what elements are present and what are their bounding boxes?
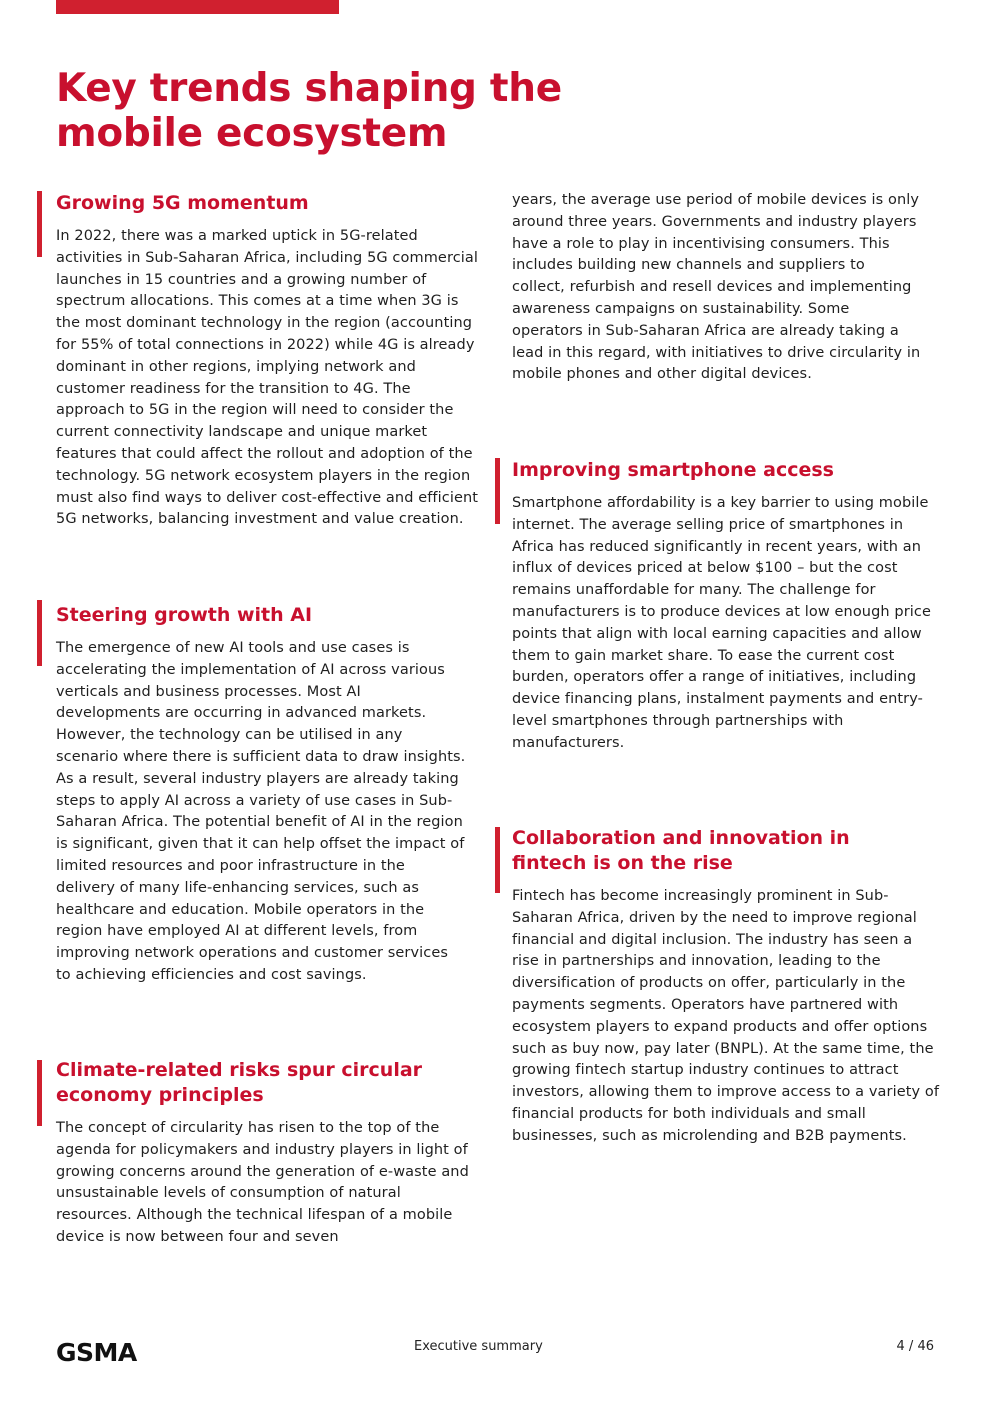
section-body: Fintech has become increasingly prominent in Sub-Saharan Africa, driven by the need to improve regional financial and digital inclusion. The industry has seen a rise in partnerships and innovation, leading to the diversification of products on offer, particularly in the payments segments. Operators have partnered with ecosystem players to expand products and offer options such as buy now, pay later (BNPL). At the same time, the growing fintech startup industry continues to attract investors, allowing them to improve access to a variety of financial products for both individuals and small businesses, such as microlending and B2B payments.	[512, 888, 940, 1144]
section-smartphone-access	[512, 458, 936, 755]
section-heading: Climate-related risks spur circular economy principles	[56, 1059, 423, 1106]
section-body-continued: years, the average use period of mobile devices is only around three years. Governments and industry players have a role to play in incentivising consumers. This includes building new channels and suppliers to collect, refurbish and resell devices and implementing awareness campaigns on sustainability. Some operators in Sub-Saharan Africa are already taking a lead in this regard, with initiatives to drive circularity in mobile phones and other digital devices.	[512, 192, 921, 383]
section-accent-bar	[37, 191, 42, 257]
section-growth-ai	[56, 603, 466, 987]
section-body: The concept of circularity has risen to the top of the agenda for policymakers and industry players in light of growing concerns around the generation of e-waste and unsustainable levels of consumption of natural resources. Although the technical lifespan of a mobile device is now between four and seven	[56, 1120, 469, 1245]
gsma-logo: GSMA	[56, 1338, 137, 1367]
section-circular-economy-continued	[512, 190, 922, 386]
section-circular-economy	[56, 1058, 474, 1249]
section-accent-bar	[495, 827, 500, 893]
section-heading: Steering growth with AI	[56, 604, 313, 626]
section-accent-bar	[37, 1060, 42, 1126]
section-accent-bar	[37, 600, 42, 666]
section-accent-bar	[495, 458, 500, 524]
section-body: In 2022, there was a marked uptick in 5G-related activities in Sub-Saharan Africa, including 5G commercial launches in 15 countries and a growing number of spectrum allocations. This comes at a time when 3G is the most dominant technology in the region (accounting for 55% of total connections in 2022) while 4G is already dominant in other regions, implying network and customer readiness for the transition to 4G. The approach to 5G in the region will need to consider the current connectivity landscape and unique market features that could affect the rollout and adoption of the technology. 5G network ecosystem players in the region must also find ways to deliver cost-effective and efficient 5G networks, balancing investment and value creation.	[56, 228, 479, 528]
footer-section-label: Executive summary	[414, 1339, 543, 1354]
page-number: 4 / 46	[896, 1339, 934, 1354]
section-body: Smartphone affordability is a key barrier to using mobile internet. The average selling price of smartphones in Africa has reduced significantly in recent years, with an influx of devices priced at below $100 – but the cost remains unaffordable for many. The challenge for manufacturers is to produce devices at low enough price points that align with local earning capacities and allow them to gain market share. To ease the current cost burden, operators offer a range of initiatives, including device financing plans, instalment payments and entry-level smartphones through partnerships with manufacturers.	[512, 495, 931, 751]
page-title: Key trends shaping the mobile ecosystem	[56, 66, 562, 156]
top-accent-bar	[56, 0, 339, 14]
section-body: The emergence of new AI tools and use cases is accelerating the implementation of AI across various verticals and business processes. Most AI developments are occurring in advanced markets. However, the technology can be utilised in any scenario where there is sufficient data to draw insights. As a result, several industry players are already taking steps to apply AI across a variety of use cases in Sub-Saharan Africa. The potential benefit of AI in the region is significant, given that it can help offset the impact of limited resources and poor infrastructure in the delivery of many life-enhancing services, such as healthcare and education. Mobile operators in the region have employed AI at different levels, from improving network operations and customer services to achieving efficiencies and cost savings.	[56, 640, 466, 983]
section-heading: Growing 5G momentum	[56, 192, 309, 214]
section-heading: Collaboration and innovation in fintech is on the rise	[512, 827, 850, 874]
section-heading: Improving smartphone access	[512, 459, 834, 481]
section-fintech	[512, 826, 940, 1148]
section-5g-momentum	[56, 191, 481, 531]
